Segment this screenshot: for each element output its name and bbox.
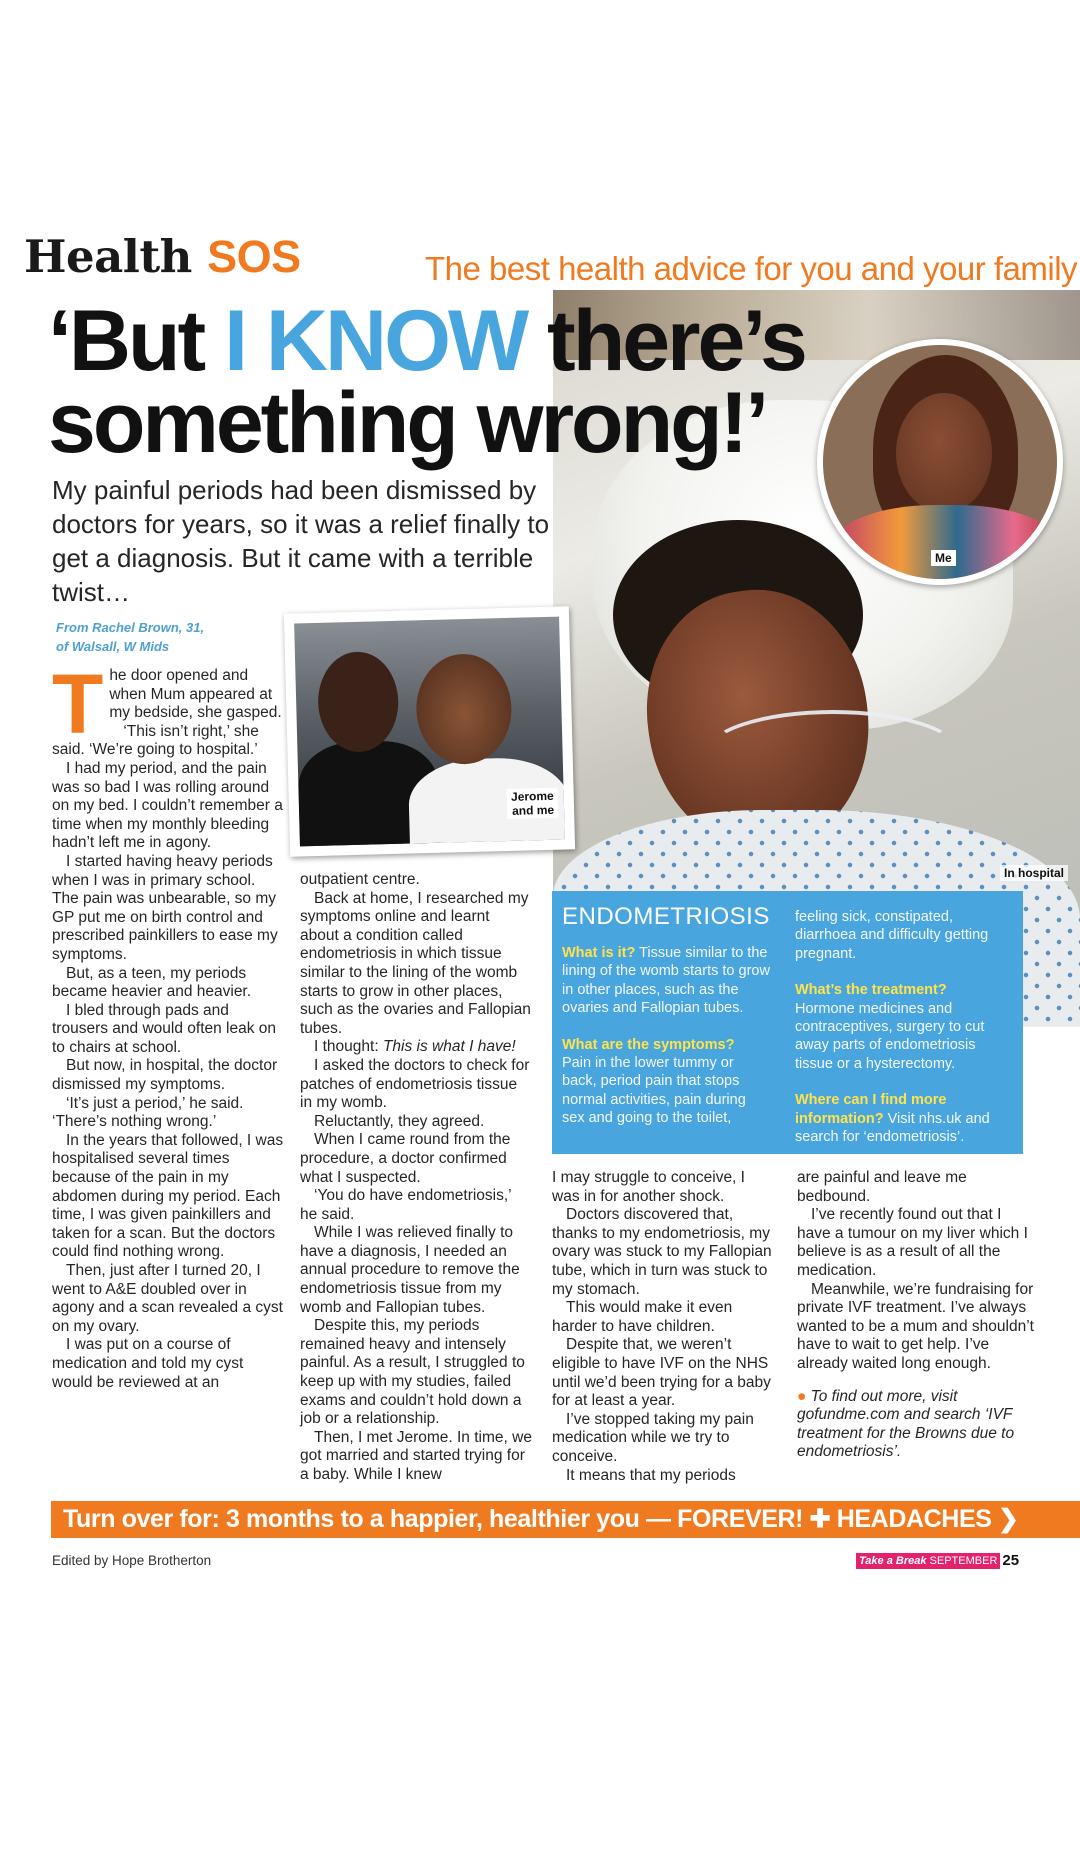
paragraph: I’ve stopped taking my pain medication while we try to conceive. [552,1410,754,1465]
paragraph: In the years that followed, I was hospitalised several times because of the pain in my abdomen during my period. Each time, I was given painkillers and taken for a scan. But the doctors could find nothing wrong. [52,1131,284,1261]
paragraph: I was put on a course of medication and told my cyst would be reviewed at an [52,1336,244,1391]
magazine-name: Take a Break [859,1554,927,1567]
article-column-2 [300,871,532,1485]
paragraph: Despite this, my periods remained heavy and intensely painful. As a result, I struggled to keep up with my studies, failed exams and couldn’t hold down a job or a relationship. [300,1317,525,1428]
turn-over-banner: Turn over for: 3 months to a happier, healthier you — FOREVER! ✚ HEADACHES ❯ [51,1501,1080,1538]
paragraph-italic: This is what I have! [382,1038,516,1056]
paragraph: But now, in hospital, the doctor dismissed my symptoms. [52,1057,278,1094]
info-what-is-it [562,944,772,1018]
paragraph: Back at home, I researched my symptoms online and learnt about a condition called endometriosis in which tissue similar to the lining of the womb starts to grow in other places, such as the ovaries and Fallopian tubes. [300,889,531,1037]
paragraph: This would make it even harder to have children. [552,1299,733,1335]
article-column-3 [552,1169,774,1485]
byline [56,618,204,656]
section-title-health: Health [24,230,192,283]
paragraph: he door opened and when Mum appeared at my bedside, she gasped. [109,667,282,722]
article-column-4 [797,1169,1037,1462]
headline-line2: something wrong!’ [48,375,767,471]
byline-line2: of Walsall, W Mids [56,639,170,654]
info-symptoms-continued: feeling sick, constipated, diarrhoea and difficulty getting pregnant. [795,909,989,962]
paragraph: While I was relieved finally to have a diagnosis, I needed an annual procedure to remove the endometriosis tissue from my womb and Fallopian tubes. [300,1224,520,1316]
paragraph: I had my period, and the pain was so bad I was rolling around on my bed. I couldn’t remember a time when my monthly bleeding hadn’t left me in agony. [52,759,283,852]
bullet-dot-icon: ● [797,1387,811,1405]
paragraph: Reluctantly, they agreed. [314,1112,485,1130]
paragraph: When I came round from the procedure, a doctor confirmed what I suspected. [300,1131,511,1186]
info-q2-text: Pain in the lower tummy or back, period pain that stops normal activities, pain during sex and going to the toilet, [562,1055,746,1127]
tagline: The best health advice for you and your family [425,250,1078,287]
info-symptoms [562,1036,772,1128]
paragraph: ‘This isn’t right,’ she said. ‘We’re going to hospital.’ [52,722,259,759]
standfirst: My painful periods had been dismissed by doctors for years, so it was a relief finally to get a diagnosis. But it came with a terrible twist… [52,475,550,607]
info-more-information [795,1091,1015,1146]
caption-couple-line1: Jerome [510,788,554,804]
paragraph: outpatient centre. [300,871,420,888]
caption-hospital: In hospital [1000,865,1068,881]
paragraph [300,1038,532,1057]
headline-part2: there’s [526,293,805,389]
headline-part1: ‘But [48,293,225,389]
paragraph: Doctors discovered that, thanks to my endometriosis, my ovary was stuck to my Fallopian tube, which in turn was stuck to my stomach. [552,1206,772,1298]
paragraph: I may struggle to conceive, I was in for another shock. [552,1169,745,1205]
info-q1-text: Tissue similar to the lining of the womb starts to grow in other places, such as the ovaries and Fallopian tubes. [562,945,770,1017]
info-box-title: ENDOMETRIOSIS [562,903,770,930]
couple-photo-image [294,617,565,847]
info-box-left-column [562,944,772,1146]
paragraph: Meanwhile, we’re fundraising for private IVF treatment. I’ve always wanted to be a mum and shouldn’t have to wait to get help. I’ve already waited long enough. [797,1280,1034,1372]
paragraph: ‘It’s just a period,’ he said. ‘There’s nothing wrong.’ [52,1094,244,1131]
paragraph: are painful and leave me bedbound. [797,1169,967,1205]
page-folio [856,1552,1019,1570]
paragraph: I bled through pads and trousers and would often leak on to chairs at school. [52,1001,277,1056]
issue-month: SEPTEMBER [929,1554,998,1567]
info-box-right-column [795,908,1015,1164]
info-q1-label: What is it? [562,945,636,961]
info-q4-label: Where can I find more information? [795,1092,947,1127]
find-out-more-text: To find out more, visit gofundme.com and search ‘IVF treatment for the Browns due to endometriosis’. [797,1387,1015,1461]
couple-photo [284,606,575,856]
info-treatment [795,981,1015,1073]
headline [48,293,805,471]
caption-couple-line2: and me [511,802,555,818]
byline-line1: From Rachel Brown, 31, [56,620,205,635]
info-q2-label: What are the symptoms? [562,1036,735,1053]
bride-head [415,653,513,765]
caption-couple [507,788,558,819]
me-face [896,393,992,513]
groom-head [317,651,400,753]
me-top [833,505,1059,585]
find-out-more [797,1388,1037,1462]
paragraph: I asked the doctors to check for patches of endometriosis tissue in my womb. [300,1056,530,1112]
paragraph: Then, I met Jerome. In time, we got married and started trying for a baby. While I knew [300,1428,532,1483]
me-photo [817,339,1063,585]
nasal-cannula [703,710,963,800]
info-q3-text: Hormone medicines and contraceptives, surgery to cut away parts of endometriosis tissue or a hysterectomy. [795,1000,985,1072]
paragraph: Despite that, we weren’t eligible to have IVF on the NHS until we’d been trying for a baby for at least a year. [552,1336,771,1410]
paragraph: But, as a teen, my periods became heavier and heavier. [52,964,252,1001]
paragraph: It means that my periods [566,1466,736,1484]
caption-me: Me [931,550,956,566]
paragraph: Then, just after I turned 20, I went to A&E doubled over in agony and a scan revealed a cyst on my ovary. [52,1262,283,1335]
dropcap: T [52,657,104,751]
paragraph: I started having heavy periods when I was in primary school. The pain was unbearable, so my GP put me on birth control and prescribed painkillers to ease my symptoms. [52,852,278,963]
paragraph: I’ve recently found out that I have a tumour on my liver which I believe is as a result of all the medication. [797,1206,1028,1279]
section-title-sos: SOS [207,231,301,282]
paragraph-text: I thought: [314,1038,383,1056]
paragraph: ‘You do have endometriosis,’ he said. [300,1187,512,1223]
info-q4-text: Visit nhs.uk and search for ‘endometriosis’. [795,1110,990,1146]
page-number: 25 [1002,1552,1020,1570]
info-q3-label: What’s the treatment? [795,982,947,999]
section-title [24,230,301,283]
headline-emphasis: I KNOW [224,293,527,389]
editor-credit: Edited by Hope Brotherton [52,1553,212,1568]
endometriosis-info-box [552,891,1023,1154]
article-column-1 [52,657,284,1392]
magazine-brand [856,1553,1000,1569]
